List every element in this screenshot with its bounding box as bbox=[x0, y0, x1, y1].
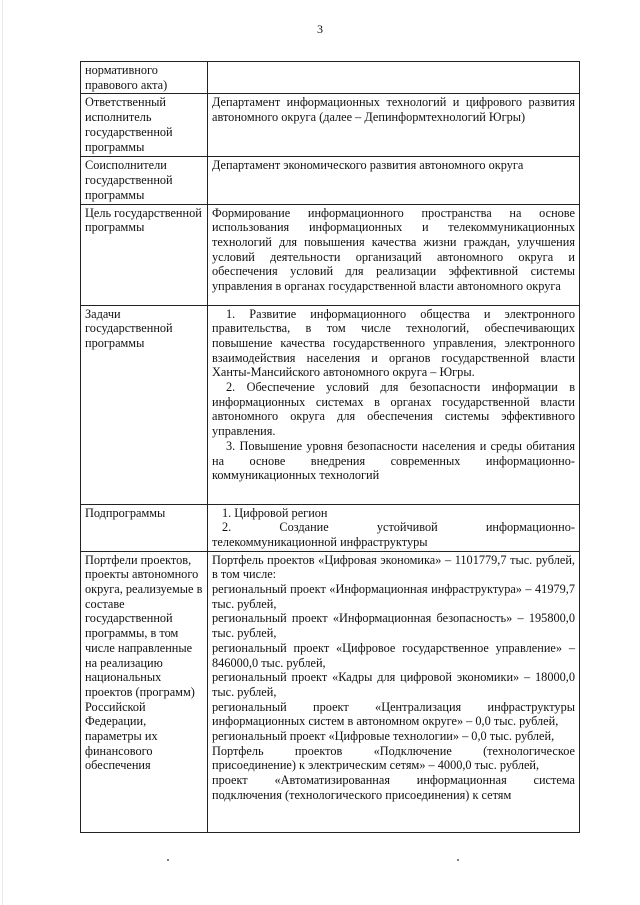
table-row bbox=[81, 204, 580, 305]
table-row bbox=[81, 62, 580, 94]
subprogram-word: устойчивой bbox=[376, 520, 438, 535]
table-row bbox=[81, 305, 580, 504]
subprogram-item: 1. Цифровой регион bbox=[222, 505, 328, 520]
row-label: Задачи государственной программы bbox=[81, 305, 208, 504]
portfolio-line: проект «Автоматизированная информационная система подключения (технологического присоединения) к сетям bbox=[212, 773, 575, 802]
row-value: Формирование информационного пространства на основе использования информационных и телекоммуникационных технологий для повышения качества жизни граждан, улучшения условий деятельности организаций автономного округа и обеспечения условий для реализации эффективной системы управления в органах государственной власти автономного округа bbox=[208, 204, 580, 305]
portfolio-line: региональный проект «Информационная инфраструктура» – 41979,7 тыс. рублей, bbox=[212, 582, 575, 611]
portfolio-line: региональный проект «Цифровые технологии» – 0,0 тыс. рублей, bbox=[212, 729, 555, 744]
scan-speck bbox=[457, 859, 459, 861]
table-row bbox=[81, 504, 580, 551]
scan-speck bbox=[167, 859, 169, 861]
subprogram-number: 2. bbox=[222, 520, 232, 535]
task-item: 2. Обеспечение условий для безопасности информации в информационных системах в органах государственной власти автономного округа для обеспечения системы эффективного управления. bbox=[212, 380, 575, 439]
scan-edge-line bbox=[2, 0, 3, 905]
page-number: 3 bbox=[317, 22, 323, 36]
portfolio-line: региональный проект «Цифровое государственное управление» – 846000,0 тыс. рублей, bbox=[212, 640, 575, 670]
program-passport-table bbox=[80, 61, 580, 833]
subprogram-word: Создание bbox=[279, 520, 329, 535]
portfolio-line: Портфель проектов «Цифровая экономика» – 1101779,7 тыс. рублей, в том числе: bbox=[212, 552, 575, 582]
task-item: 3. Повышение уровня безопасности населения и среды обитания на основе внедрения современных информационно-коммуникационных технологий bbox=[212, 438, 575, 483]
subprogram-item bbox=[212, 520, 575, 535]
row-label: Подпрограммы bbox=[81, 504, 208, 551]
portfolio-line: региональный проект «Информационная безопасность» – 195800,0 тыс. рублей, bbox=[212, 611, 575, 641]
row-value bbox=[208, 551, 580, 832]
row-value: Департамент информационных технологий и цифрового развития автономного округа (далее – Депинформтехнологий Югры) bbox=[208, 94, 580, 157]
subprogram-word: информационно- bbox=[485, 520, 575, 535]
row-value bbox=[208, 305, 580, 504]
row-label: Портфели проектов, проекты автономного округа, реализуемые в составе государственной программы, в том числе направленные на реализацию национальных проектов (программ) Российской Федерации, параметры их финансового обеспечения bbox=[81, 551, 208, 832]
table-row bbox=[81, 551, 580, 832]
row-label: нормативного правового акта) bbox=[81, 62, 208, 94]
row-value: Департамент экономического развития автономного округа bbox=[208, 157, 580, 204]
row-label: Соисполнители государственной программы bbox=[81, 157, 208, 204]
subprogram-item-continued: телекоммуникационной инфраструктуры bbox=[212, 534, 428, 549]
task-item: 1. Развитие информационного общества и электронного правительства, в том числе технологий, обеспечивающих повышение качества государственного управления, электронного взаимодействия населения и органов государственной власти Ханты-Мансийского автономного округа – Югры. bbox=[212, 306, 575, 380]
table-row bbox=[81, 157, 580, 204]
portfolio-line: региональный проект «Централизация инфраструктуры информационных систем в автономном округе» – 0,0 тыс. рублей, bbox=[212, 699, 575, 729]
portfolio-line: Портфель проектов «Подключение (технологическое присоединение) к электрическим сетям» – 4000,0 тыс. рублей, bbox=[212, 743, 575, 773]
row-label: Ответственный исполнитель государственной программы bbox=[81, 94, 208, 157]
row-label: Цель государственной программы bbox=[81, 204, 208, 305]
portfolio-line: региональный проект «Кадры для цифровой экономики» – 18000,0 тыс. рублей, bbox=[212, 670, 575, 699]
table-row bbox=[81, 94, 580, 157]
row-value bbox=[208, 504, 580, 551]
row-value bbox=[208, 62, 580, 94]
